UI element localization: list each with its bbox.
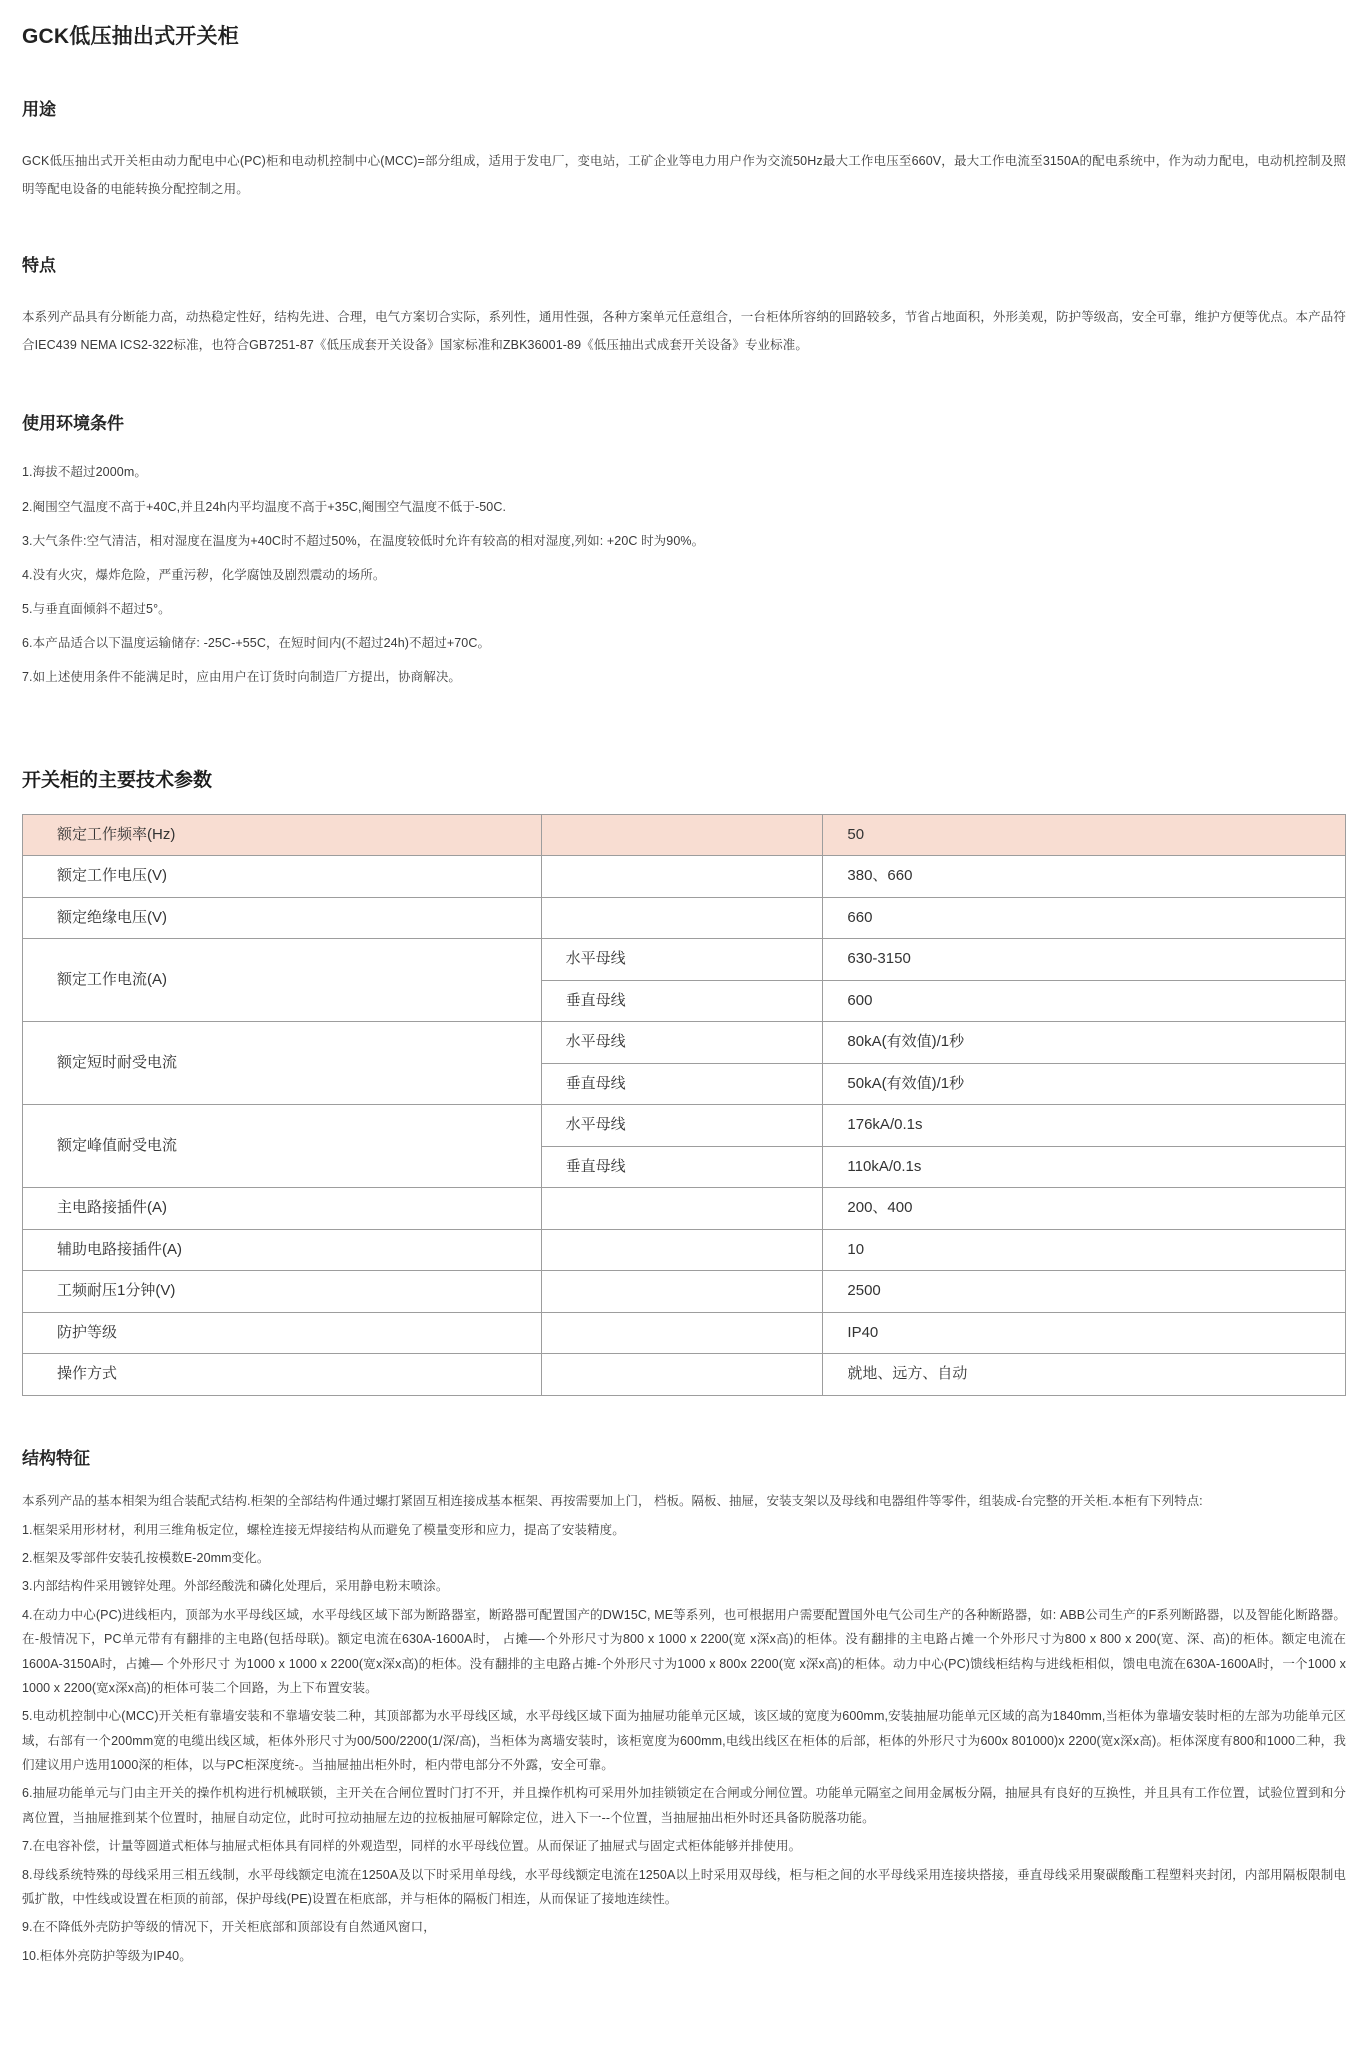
spacer	[22, 51, 1346, 97]
environment-list	[22, 458, 1346, 691]
table-row	[23, 897, 1346, 939]
list-item: 6.抽屉功能单元与门由主开关的操作机构进行机械联锁，主开关在合闸位置时门打不开，并且操作机构可采用外加挂锁锁定在合闸或分闸位置。功能单元隔室之间用金属板分隔，抽屉具有良好的互换性，并且具有工作位置，试验位置到和分离位置，当抽屉推到某个位置时，抽屉自动定位，此时可拉动抽屉左边的拉板抽屉可解除定位，进入下一--个位置，当抽屉抽出柜外时还具备防脱落功能。	[22, 1786, 1346, 1825]
spacer	[22, 796, 1346, 814]
list-item: 5.电动机控制中心(MCC)开关柜有靠墙安装和不靠墙安装二种，其顶部都为水平母线区域，水平母线区域下面为抽屉功能单元区域，该区域的宽度为600mm,安装抽屉功能单元区域的高为1840mm,当柜体为靠墙安装时柜的左部为功能单元区域，右部有一个200mm宽的电缆出线区域，柜体外形尺寸为00/500/2200(1/深/高)，当柜体为离墙安装时，该柜宽度为600mm,电线出线区在柜体的后部，柜体的外形尺寸为600x 801000)x 2200(宽x深x高)。柜体深度有800和1000二种，我们建议用户选用1000深的柜体，以与PC柜深度统-。当抽屉抽出柜外时，柜内带电部分不外露，安全可靠。	[22, 1709, 1346, 1773]
table-cell-value: 110kA/0.1s	[823, 1146, 1346, 1188]
table-cell-value: 2500	[823, 1271, 1346, 1313]
spacer	[22, 1396, 1346, 1446]
list-item: 10.柜体外亮防护等级为IP40。	[22, 1948, 192, 1963]
spacer	[22, 279, 1346, 303]
list-item: 4.在动力中心(PC)进线柜内，顶部为水平母线区域，水平母线区域下部为断路器室，断路器可配置国产的DW15C, ME等系列，也可根据用户需要配置国外电气公司生产的各种断路器，如: ABB公司生产的F系列断路器，以及智能化断路器。在-般情况下，PC单元带有有翻排的主电路(包括母联)。额定电流在630A-1600A时， 占摊—-个外形尺寸为800 x 1000 x 2200(宽 x深x高)的柜体。没有翻排的主电路占摊一个外形尺寸为800 x 800 x 200(宽、深、高)的柜体。额定电流在1600A-3150A时，占摊— 个外形尺寸 为1000 x 1000 x 2200(宽x深x高)的柜体。没有翻排的主电路占摊-个外形尺寸为1000 x 800x 2200(宽 x深x高)的柜体。动力中心(PC)馈线柜结构与进线柜相似，馈电电流在630A-1600A时，一个1000 x 1000 x 2200(宽x深x高)的柜体可装二个回路，为上下布置安装。	[22, 1607, 1346, 1695]
spacer	[22, 359, 1346, 411]
table-row	[23, 1188, 1346, 1230]
table-row	[23, 1022, 1346, 1064]
table-cell-value: 80kA(有效值)/1秒	[823, 1022, 1346, 1064]
list-item: 9.在不降低外壳防护等级的情况下，开关柜底部和顶部设有自然通风窗口，	[22, 1920, 436, 1935]
table-cell-param: 额定工作电压(V)	[23, 856, 542, 898]
list-item: 3.大气条件:空气清洁，相对湿度在温度为+40C时不超过50%，在温度较低时允许有较高的相对湿度,列如: +20C 时为90%。	[22, 533, 705, 548]
section-heading-structure: 结构特征	[22, 1448, 90, 1468]
spacer	[22, 436, 1346, 458]
table-row	[23, 1354, 1346, 1396]
table-row	[23, 1105, 1346, 1147]
table-cell-value: 50kA(有效值)/1秒	[823, 1063, 1346, 1105]
table-cell-sub	[541, 1188, 823, 1230]
section-heading-environment: 使用环境条件	[22, 413, 124, 433]
section-heading-specs: 开关柜的主要技术参数	[22, 770, 213, 792]
spacer	[22, 1471, 1346, 1489]
table-cell-sub	[541, 1312, 823, 1354]
table-cell-param: 操作方式	[23, 1354, 542, 1396]
list-item: 5.与垂直面倾斜不超过5°。	[22, 601, 171, 616]
spacer	[22, 203, 1346, 253]
list-item: 1.框架采用形材材，利用三维角板定位，螺栓连接无焊接结构从而避免了模量变形和应力，提高了安装精度。	[22, 1522, 625, 1537]
table-cell-sub: 垂直母线	[541, 980, 823, 1022]
list-item: 2.阉围空气温度不高于+40C,并且24h内平均温度不高于+35C,阉围空气温度不低于-50C.	[22, 499, 507, 514]
spacer	[22, 123, 1346, 147]
table-cell-param: 防护等级	[23, 1312, 542, 1354]
table-cell-value: 50	[823, 814, 1346, 856]
table-cell-value: IP40	[823, 1312, 1346, 1354]
table-cell-value: 就地、远方、自动	[823, 1354, 1346, 1396]
table-cell-param: 额定短时耐受电流	[23, 1022, 542, 1105]
section-heading-usage: 用途	[22, 100, 56, 120]
list-item: 7.如上述使用条件不能满足时，应由用户在订货时向制造厂方提出，协商解决。	[22, 670, 462, 685]
table-row	[23, 1312, 1346, 1354]
table-row	[23, 814, 1346, 856]
list-item: 8.母线系统特殊的母线采用三相五线制，水平母线额定电流在1250A及以下时采用单母线，水平母线额定电流在1250A以上时采用双母线，柜与柜之间的水平母线采用连接块搭接，垂直母线采用聚碳酸酯工程塑料夹封闭，内部用隔板限制电弧扩散，中性线或设置在柜顶的前部，保护母线(PE)设置在柜底部，并与柜体的隔板门相连，从而保证了接地连续性。	[22, 1867, 1346, 1906]
table-cell-value: 10	[823, 1229, 1346, 1271]
structure-intro: 本系列产品的基本相架为组合装配式结构.柜架的全部结构件通过螺打紧固互相连接成基本框架、再按需要加上门， 档板。隔板、抽屉，安装支架以及母线和电器组件等零件，组装成-台完整的开关柜.本柜有下列特点:	[22, 1494, 1203, 1509]
spacer	[22, 697, 1346, 767]
table-cell-sub	[541, 1229, 823, 1271]
section-heading-features: 特点	[22, 256, 56, 276]
table-cell-sub: 垂直母线	[541, 1063, 823, 1105]
page-title: GCK低压抽出式开关柜	[22, 25, 239, 48]
table-cell-sub	[541, 1271, 823, 1313]
list-item: 1.海拔不超过2000m。	[22, 465, 147, 480]
table-cell-value: 380、660	[823, 856, 1346, 898]
list-item: 3.内部结构件采用镀锌处理。外部经酸洗和磷化处理后，采用静电粉末喷涂。	[22, 1579, 449, 1594]
table-cell-sub	[541, 814, 823, 856]
table-cell-sub	[541, 856, 823, 898]
features-paragraph: 本系列产品具有分断能力高，动热稳定性好，结构先进、合理，电气方案切合实际，系列性，通用性强，各种方案单元任意组合，一台柜体所容纳的回路较多，节省占地面积，外形美观，防护等级高，安全可靠，维护方便等优点。本产品符合IEC439 NEMA ICS2-322标准，也符合GB7251-87《低压成套开关设备》国家标准和ZBK36001-89《低压抽出式成套开关设备》专业标准。	[22, 309, 1346, 352]
list-item: 6.本产品适合以下温度运输储存: -25C-+55C，在短时间内(不超过24h)不超过+70C。	[22, 636, 491, 651]
table-cell-value: 660	[823, 897, 1346, 939]
table-row	[23, 856, 1346, 898]
table-cell-sub: 垂直母线	[541, 1146, 823, 1188]
table-cell-param: 额定绝缘电压(V)	[23, 897, 542, 939]
table-cell-sub: 水平母线	[541, 939, 823, 981]
table-row	[23, 1271, 1346, 1313]
spec-table	[22, 814, 1346, 1396]
structure-list	[22, 1518, 1346, 1968]
table-cell-sub	[541, 1354, 823, 1396]
table-cell-value: 176kA/0.1s	[823, 1105, 1346, 1147]
list-item: 2.框架及零部件安装孔按模数E-20mm变化。	[22, 1551, 270, 1566]
table-cell-value: 200、400	[823, 1188, 1346, 1230]
table-cell-param: 辅助电路接插件(A)	[23, 1229, 542, 1271]
table-cell-sub: 水平母线	[541, 1105, 823, 1147]
table-cell-param: 额定峰值耐受电流	[23, 1105, 542, 1188]
table-row	[23, 1229, 1346, 1271]
table-cell-param: 额定工作频率(Hz)	[23, 814, 542, 856]
table-cell-value: 630-3150	[823, 939, 1346, 981]
table-row	[23, 939, 1346, 981]
table-cell-sub: 水平母线	[541, 1022, 823, 1064]
usage-paragraph: GCK低压抽出式开关柜由动力配电中心(PC)柜和电动机控制中心(MCC)=部分组成，适用于发电厂，变电站，工矿企业等电力用户作为交流50Hz最大工作电压至660V，最大工作电流至3150A的配电系统中，作为动力配电，电动机控制及照明等配电设备的电能转换分配控制之用。	[22, 153, 1346, 197]
table-cell-value: 600	[823, 980, 1346, 1022]
table-cell-param: 额定工作电流(A)	[23, 939, 542, 1022]
table-cell-sub	[541, 897, 823, 939]
table-cell-param: 主电路接插件(A)	[23, 1188, 542, 1230]
list-item: 4.没有火灾，爆炸危险，严重污秽，化学腐蚀及剧烈震动的场所。	[22, 567, 386, 582]
table-cell-param: 工频耐压1分钟(V)	[23, 1271, 542, 1313]
list-item: 7.在电容补偿，计量等圆道式柜体与抽屉式柜体具有同样的外观造型，同样的水平母线位置。从而保证了抽屉式与固定式柜体能够并排使用。	[22, 1839, 802, 1854]
